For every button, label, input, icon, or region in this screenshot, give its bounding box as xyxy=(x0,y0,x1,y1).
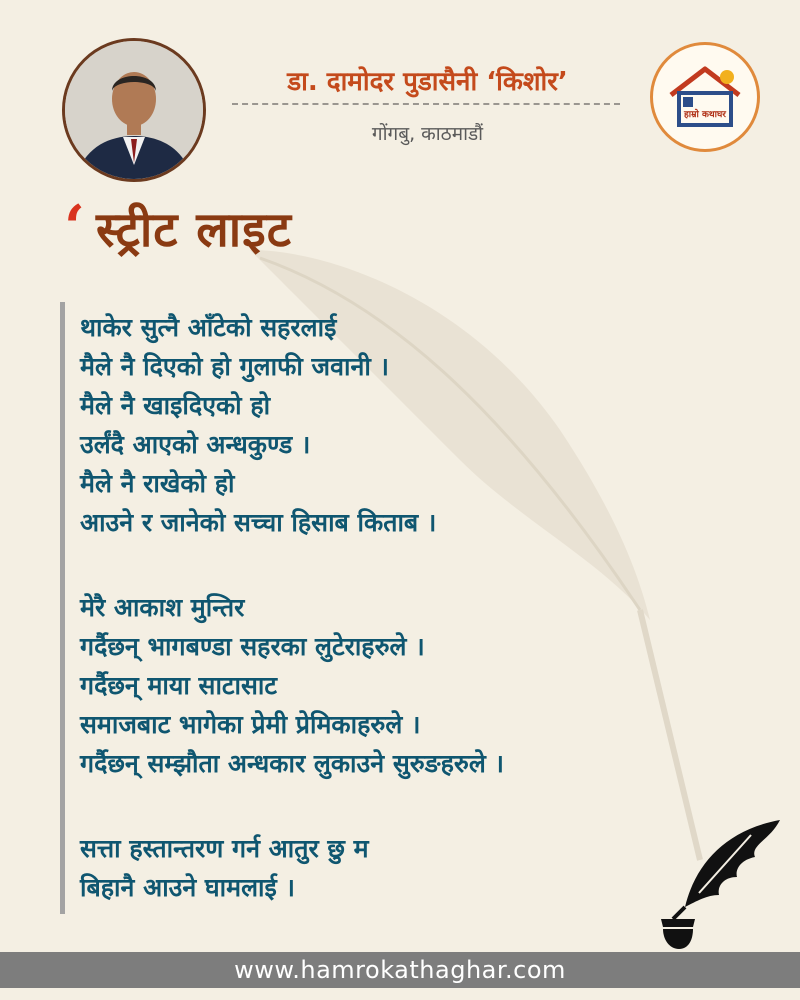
poem-line: सत्ता हस्तान्तरण गर्न आतुर छु म xyxy=(80,834,369,863)
poem-line: गर्दैछन् सम्झौता अन्धकार लुकाउने सुरुङहरुले । xyxy=(80,749,504,778)
poem-line: मैले नै खाइदिएको हो xyxy=(80,391,271,420)
poem-left-rule xyxy=(60,302,65,914)
poem-line: आउने र जानेको सच्चा हिसाब किताब । xyxy=(80,508,437,537)
poem-line: मैले नै राखेको हो xyxy=(80,469,235,498)
poem-line: मेरै आकाश मुन्तिर xyxy=(80,593,245,622)
footer-url[interactable]: www.hamrokathaghar.com xyxy=(0,952,800,988)
poem-line: बिहानै आउने घामलाई । xyxy=(80,873,295,902)
author-avatar xyxy=(62,38,206,182)
poem-body xyxy=(80,308,640,953)
logo-text: हाम्रो कथाघर xyxy=(684,110,726,120)
poem-line: उर्लंदै आएको अन्धकुण्ड । xyxy=(80,430,311,459)
poem-line: मैले नै दिएको हो गुलाफी जवानी । xyxy=(80,352,389,381)
house-logo-icon xyxy=(653,45,757,149)
quill-inkpot-icon xyxy=(655,815,785,955)
stanza xyxy=(80,829,640,907)
poem-line: थाकेर सुत्नै आँटेको सहरलाई xyxy=(80,313,337,342)
author-location: गोंगबु, काठमाडौं xyxy=(371,123,484,145)
poem-line: गर्दैछन् भागबण्डा सहरका लुटेराहरुले । xyxy=(80,632,425,661)
poem-line: समाजबाट भागेका प्रेमी प्रेमिकाहरुले । xyxy=(80,710,421,739)
site-logo xyxy=(650,42,760,152)
divider xyxy=(232,103,620,105)
poem-line: गर्दैछन् माया साटासाट xyxy=(80,671,277,700)
poem-title: स्ट्रीट लाइट xyxy=(96,202,292,258)
author-name: डा. दामोदर पुडासैनी ‘किशोर’ xyxy=(287,67,568,97)
quote-icon: ‘ xyxy=(64,193,85,263)
stanza xyxy=(80,308,640,542)
stanza xyxy=(80,588,640,783)
